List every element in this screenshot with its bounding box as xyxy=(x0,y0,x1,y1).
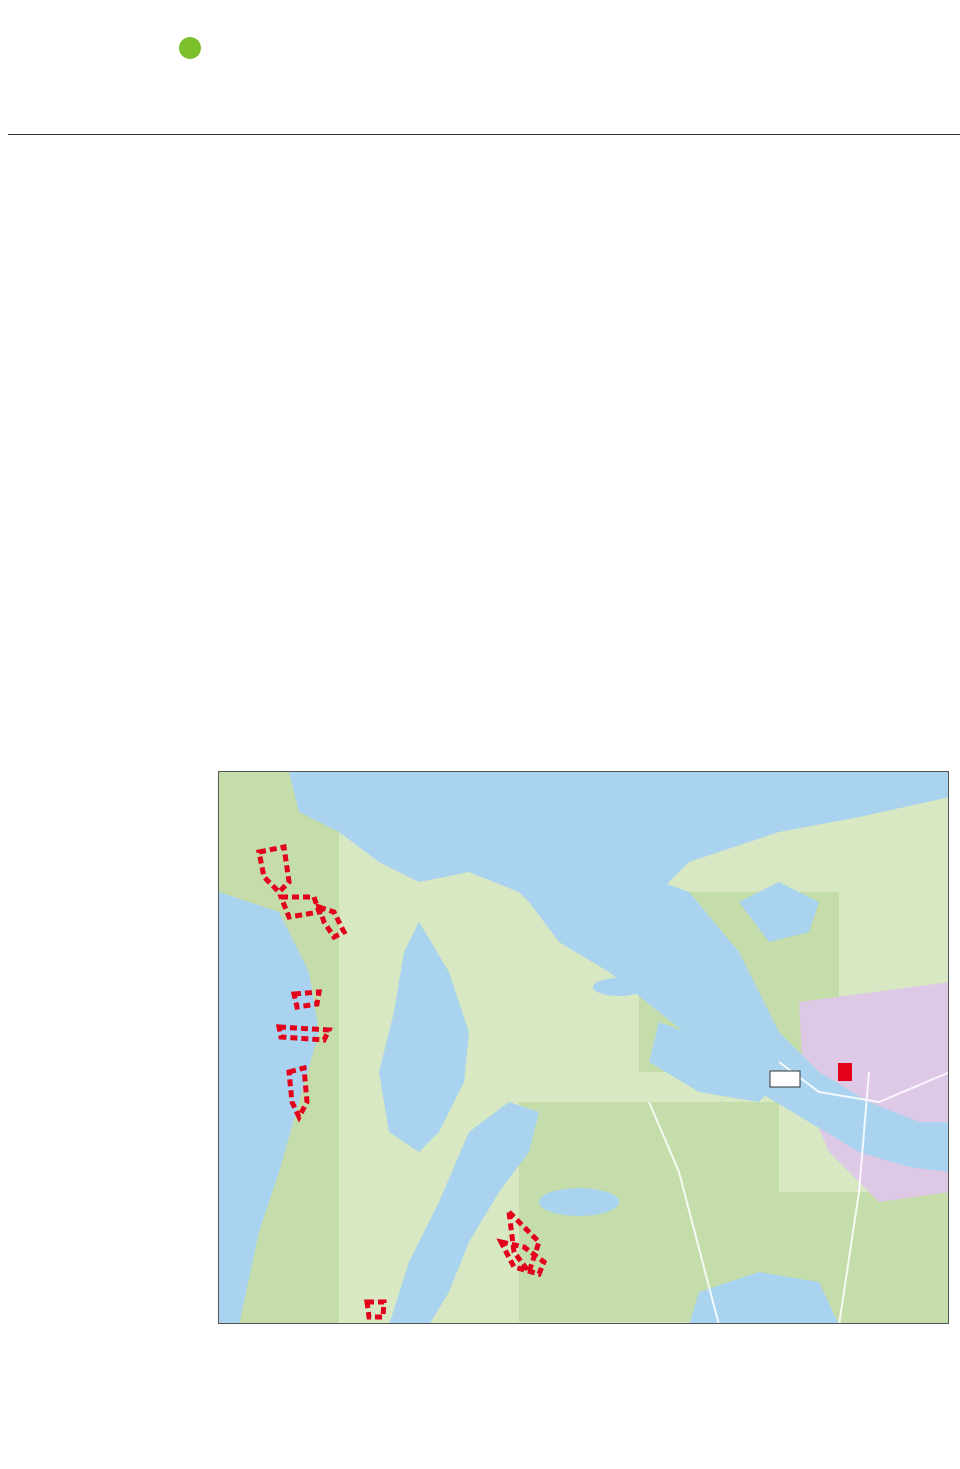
road-533-sign xyxy=(770,1071,800,1087)
logo-dot xyxy=(179,37,201,59)
location-map xyxy=(218,771,949,1324)
fcg-logo xyxy=(8,4,208,68)
header-divider xyxy=(8,134,960,135)
map-canvas xyxy=(219,772,949,1324)
road-5-sign xyxy=(838,1063,852,1081)
